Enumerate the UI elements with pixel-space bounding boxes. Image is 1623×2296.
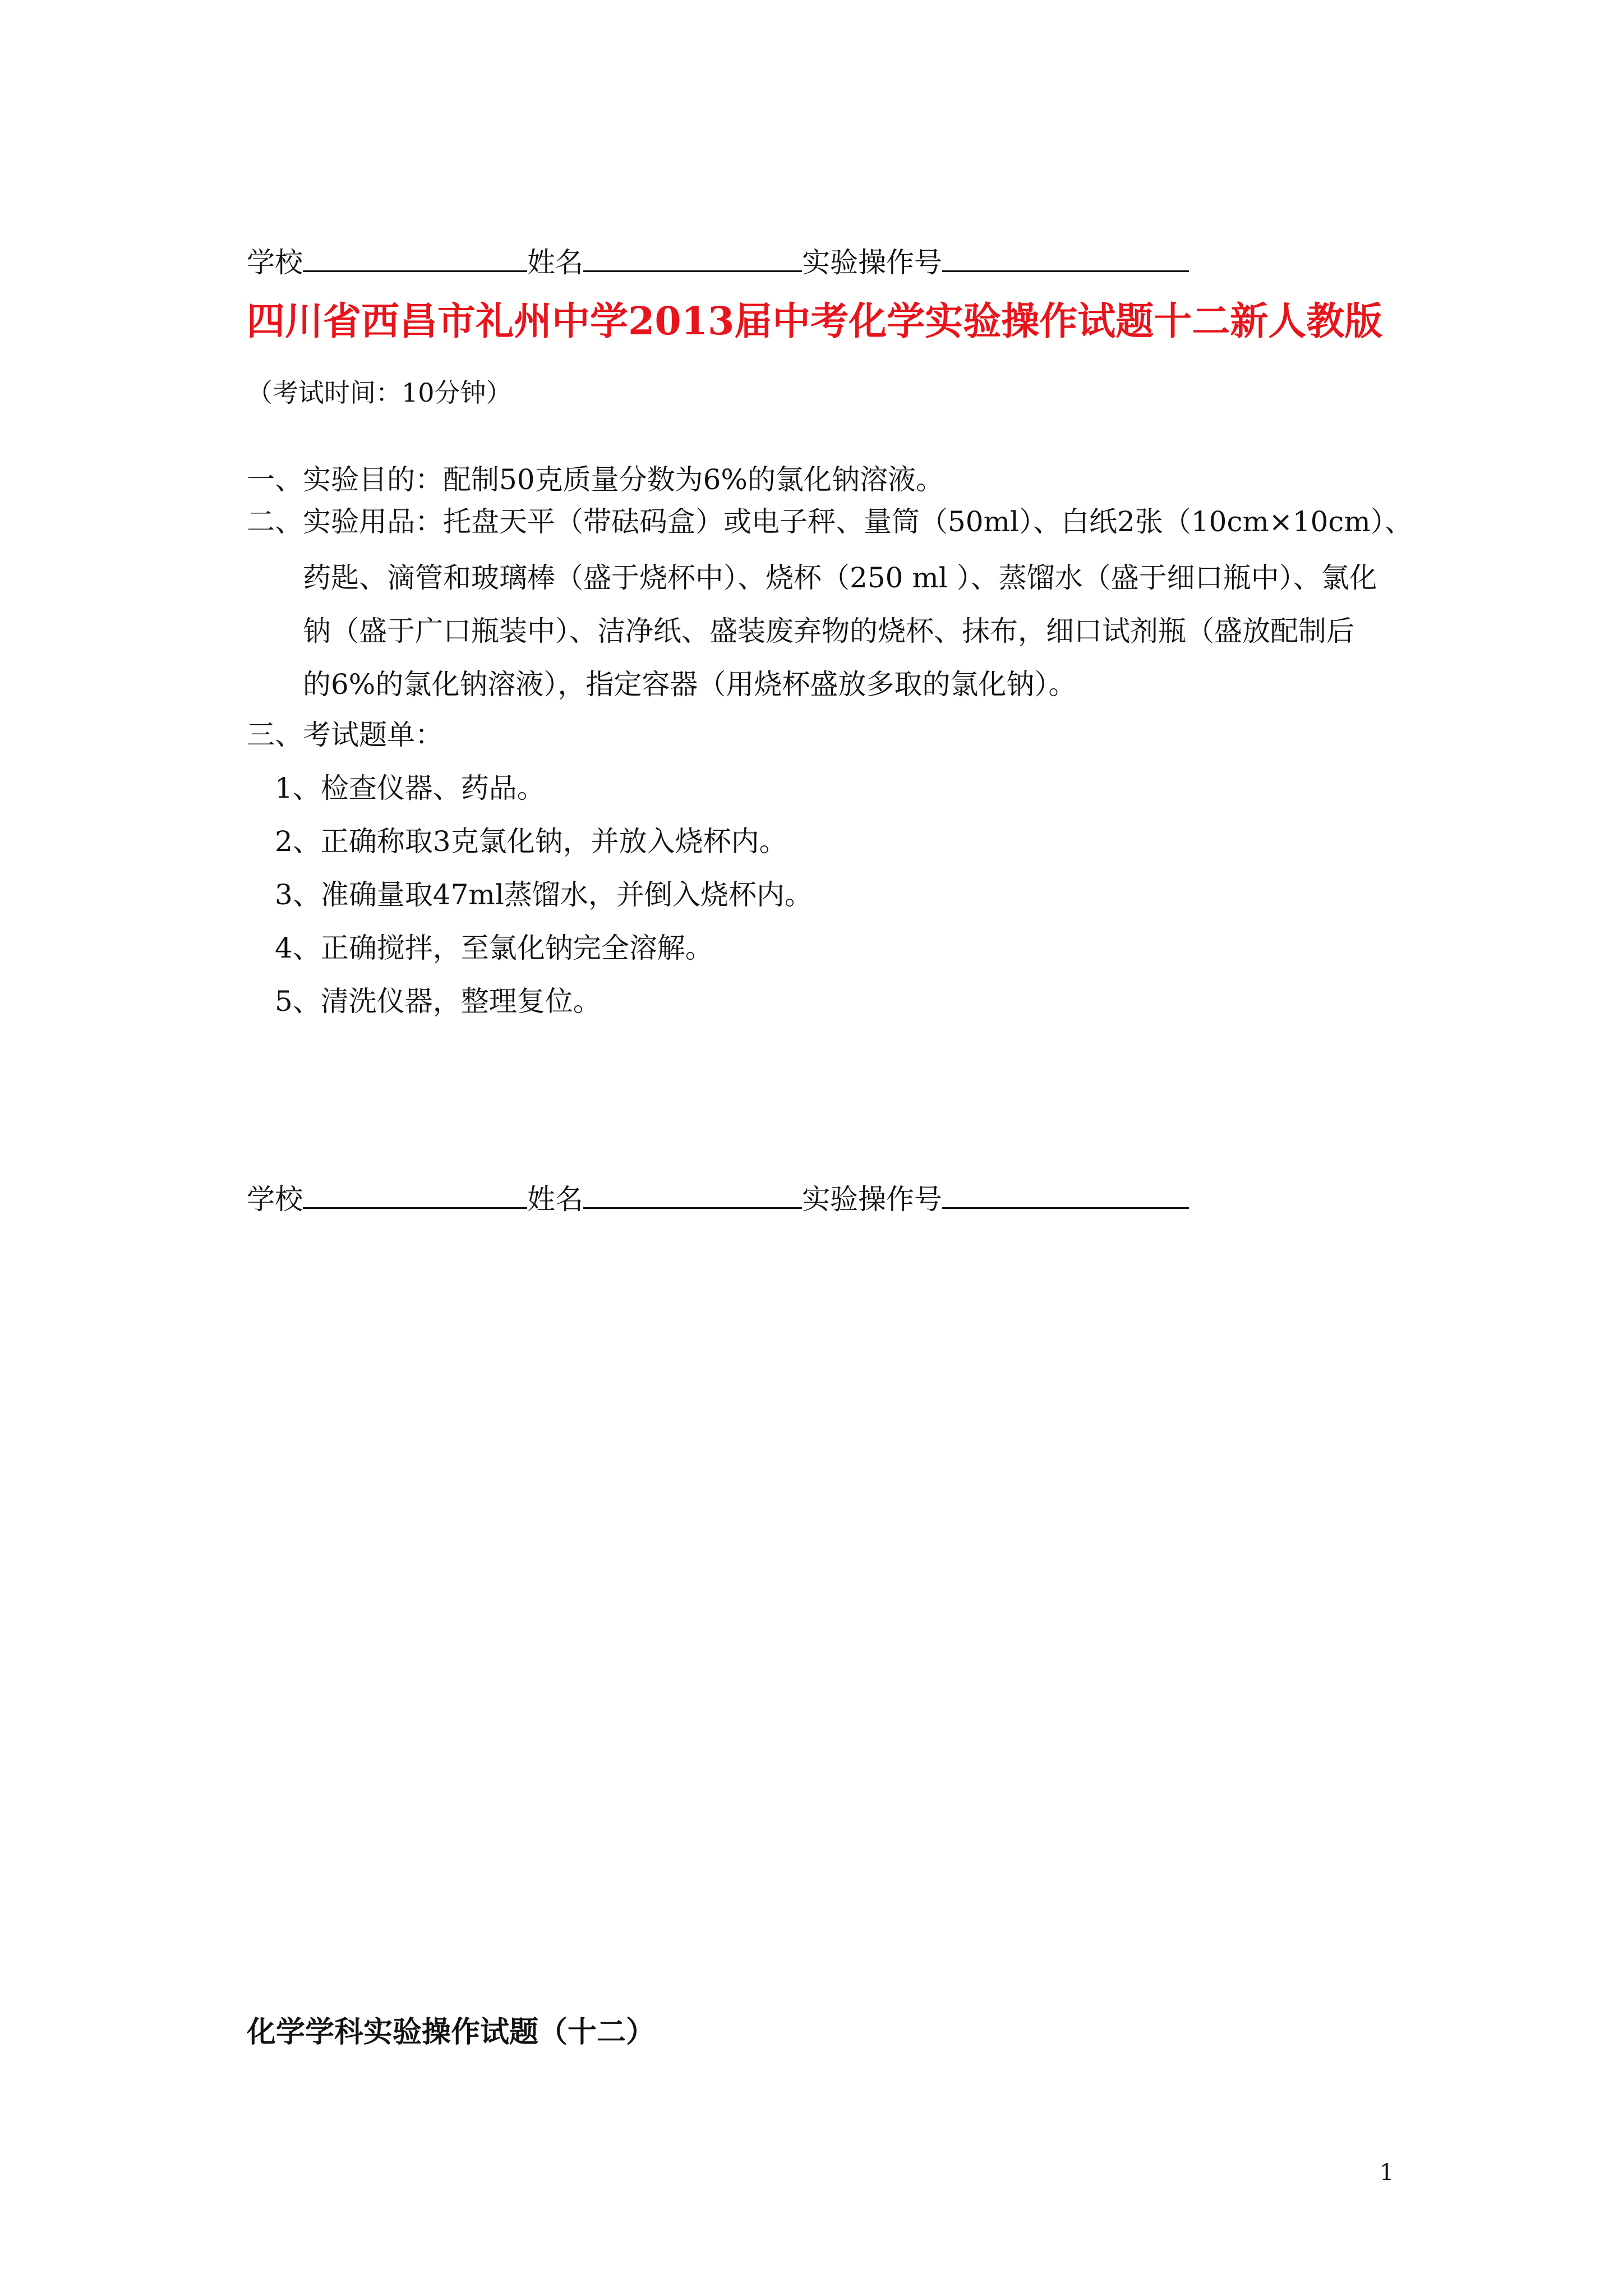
- name-label: 姓名: [527, 1183, 583, 1216]
- name-blank[interactable]: [583, 1178, 802, 1209]
- section-purpose: 一、实验目的：配制50克质量分数为6%的氯化钠溶液。: [247, 463, 944, 496]
- page-title: 四川省西昌市礼州中学2013届中考化学实验操作试题十二新人教版: [247, 299, 1383, 344]
- school-blank[interactable]: [303, 241, 527, 272]
- section-materials-line-2: 药匙、滴管和玻璃棒（盛于烧杯中）、烧杯（250 ml ）、蒸馏水（盛于细口瓶中）、氯化: [303, 562, 1377, 594]
- section-materials-line-1: 二、实验用品：托盘天平（带砝码盒）或电子秤、量筒（50ml）、白纸2张（10cm×10cm）、: [247, 505, 1413, 538]
- school-label: 学校: [247, 1183, 303, 1216]
- page-number: 1: [1380, 2160, 1394, 2185]
- name-label: 姓名: [527, 246, 583, 279]
- task-item: 1、检查仪器、药品。: [275, 772, 545, 804]
- exam-time: （考试时间：10分钟）: [247, 378, 512, 408]
- task-item: 3、准确量取47ml蒸馏水，并倒入烧杯内。: [275, 878, 813, 911]
- op-no-label: 实验操作号: [802, 246, 942, 279]
- header-fields-bottom: [247, 1178, 1189, 1219]
- op-no-blank[interactable]: [942, 241, 1189, 272]
- section-materials-line-3: 钠（盛于广口瓶装中）、洁净纸、盛装废弃物的烧杯、抹布，细口试剂瓶（盛放配制后: [303, 615, 1354, 647]
- footer-title: 化学学科实验操作试题（十二）: [247, 2015, 656, 2049]
- school-label: 学校: [247, 246, 303, 279]
- section-tasks: 三、考试题单：: [247, 719, 443, 751]
- op-no-label: 实验操作号: [802, 1183, 942, 1216]
- task-item: 4、正确搅拌，至氯化钠完全溶解。: [275, 932, 713, 964]
- name-blank[interactable]: [583, 241, 802, 272]
- op-no-blank[interactable]: [942, 1178, 1189, 1209]
- task-item: 5、清洗仪器，整理复位。: [275, 985, 601, 1018]
- header-fields-top: [247, 241, 1189, 282]
- section-materials-line-4: 的6%的氯化钠溶液），指定容器（用烧杯盛放多取的氯化钠）。: [303, 668, 1077, 701]
- school-blank[interactable]: [303, 1178, 527, 1209]
- task-item: 2、正确称取3克氯化钠，并放入烧杯内。: [275, 825, 787, 858]
